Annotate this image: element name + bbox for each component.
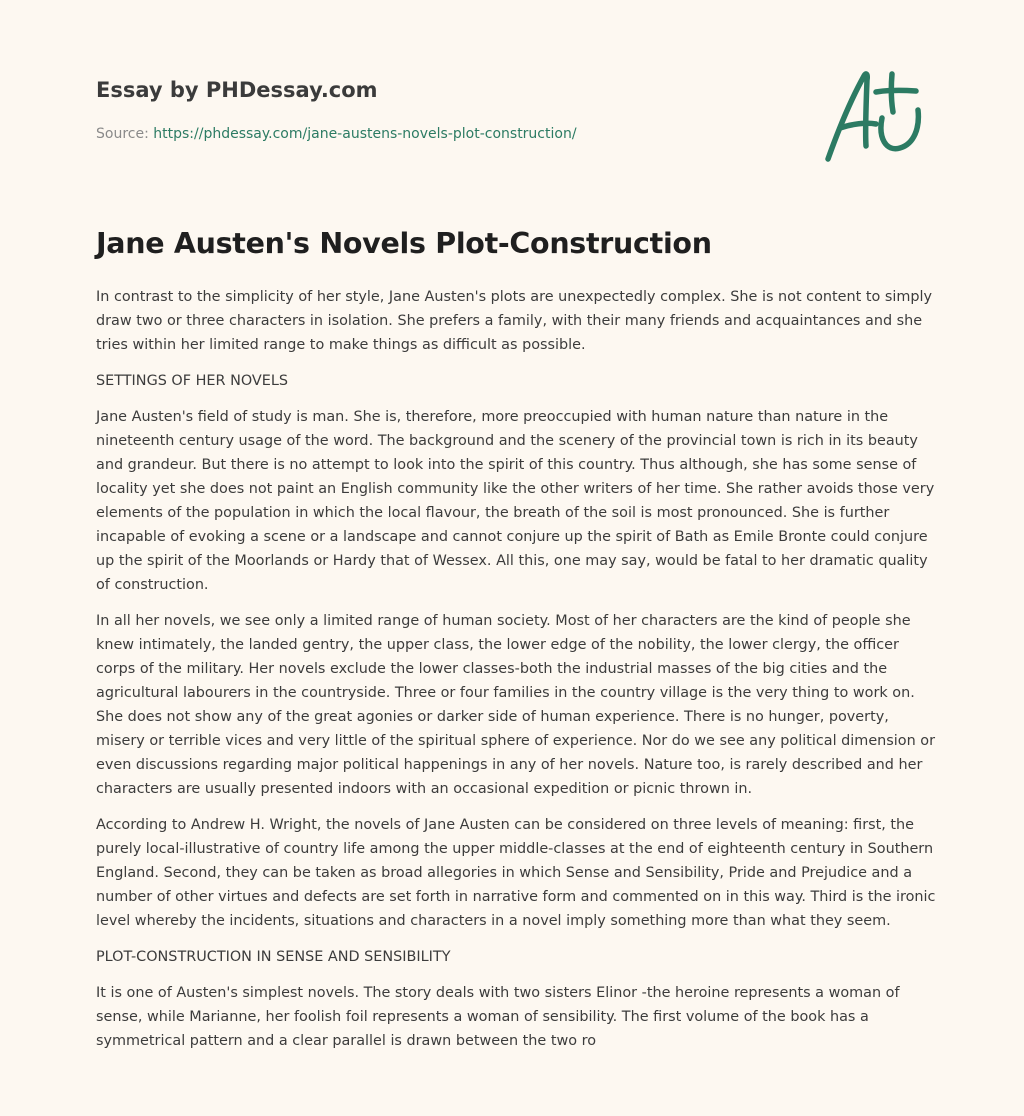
source-link[interactable]: https://phdessay.com/jane-austens-novels-plot-construction/ <box>153 126 577 142</box>
paragraph: In contrast to the simplicity of her style, Jane Austen's plots are unexpectedly complex. She is not content to simply draw two or three characters in isolation. She prefers a family, with their many friends and acquaintances and she tries within her limited range to make things as difficult as possible. <box>96 289 933 353</box>
section-heading: SETTINGS OF HER NOVELS <box>96 373 289 389</box>
section-heading: PLOT-CONSTRUCTION IN SENSE AND SENSIBILITY <box>96 949 451 965</box>
paragraph: In all her novels, we see only a limited range of human society. Most of her characters are the kind of people she knew intimately, the landed gentry, the upper class, the lower edge of the nobility, the lower clergy, the officer corps of the military. Her novels exclude the lower classes-both the industrial masses of the big cities and the agricultural labourers in the countryside. Three or four families in the country village is the very thing to work on. She does not show any of the great agonies or darker side of human experience. There is no hunger, poverty, misery or terrible vices and very little of the spiritual sphere of experience. Nor do we see any political dimension or even discussions regarding major political happenings in any of her novels. Nature too, is rarely described and her characters are usually presented indoors with an occasional expedition or picnic thrown in. <box>96 613 936 797</box>
article-title: Jane Austen's Novels Plot-Construction <box>96 227 712 260</box>
paragraph: It is one of Austen's simplest novels. The story deals with two sisters Elinor -the heroine represents a woman of sense, while Marianne, her foolish foil represents a woman of sensibility. The first volume of the book has a symmetrical pattern and a clear parallel is drawn between the two ro <box>96 985 900 1049</box>
source-line <box>96 124 796 144</box>
a-plus-logo-icon <box>820 66 930 166</box>
article-body <box>96 285 936 1065</box>
site-brand: Essay by PHDessay.com <box>96 78 378 102</box>
header <box>96 76 796 144</box>
source-label: Source: <box>96 126 154 142</box>
paragraph: According to Andrew H. Wright, the novels of Jane Austen can be considered on three levels of meaning: first, the purely local-illustrative of country life among the upper middle-classes at the end of eighteenth century in Southern England. Second, they can be taken as broad allegories in which Sense and Sensibility, Pride and Prejudice and a number of other virtues and defects are set forth in narrative form and commented on in this way. Third is the ironic level whereby the incidents, situations and characters in a novel imply something more than what they seem. <box>96 817 936 929</box>
paragraph: Jane Austen's field of study is man. She is, therefore, more preoccupied with human nature than nature in the nineteenth century usage of the word. The background and the scenery of the provincial town is rich in its beauty and grandeur. But there is no attempt to look into the spirit of this country. Thus although, she has some sense of locality yet she does not paint an English community like the other writers of her time. She rather avoids those very elements of the population in which the local flavour, the breath of the soil is most pronounced. She is further incapable of evoking a scene or a landscape and cannot conjure up the spirit of Bath as Emile Bronte could conjure up the spirit of the Moorlands or Hardy that of Wessex. All this, one may say, would be fatal to her dramatic quality of construction. <box>96 409 935 593</box>
